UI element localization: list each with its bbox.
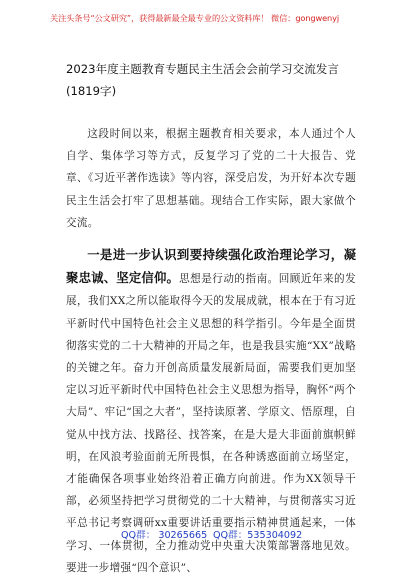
footer-qq-group-1: QQ群： 30265665 [121,530,208,541]
paragraph-point-one [66,244,356,579]
paragraph-intro: 这段时间以来，根据主题教育相关要求，本人通过个人自学、集体学习等方式，反复学习了党的二十大报告、党章、《习近平著作选读》等内容，深受启发，为开好本次专题民主生活会打牢了思想基础。现结合工作实际，跟大家做个交流。 [66,128,356,229]
header-banner: 关注头条号“公文研究”，获得最新最全最专业的公文资料库！ 微信：gongwenyj [50,13,340,23]
footer-qq-group-2: QQ群：535304092 [213,530,303,541]
document-title: 2023年度主题教育专题民主生活会会前学习交流发言(1819字) [66,62,339,98]
paragraph-point-one-body: 思想是行动的指南。回顾近年来的发展，我们XX之所以能取得今天的发展成就，根本在于有习近平新时代中国特色社会主义思想的科学指引。今年是全面贯彻落实党的二十大精神的开局之年，也是我县实施“XX”战略的关键之年。奋力开创高质量发展新局面，需要我们更加坚定以习近平新时代中国特色社会主义思想为指导，胸怀“两个大局”、牢记“国之大者”，坚持读原著、学原文、悟原理，自觉从中找方法、找路径、找答案，在是大是大非面前旗帜鲜明，在风浪考验面前无所畏惧，在各种诱惑面前立场坚定，才能确保各项事业始终沿着正确方向前进。作为XX领导干部，必须坚持把学习贯彻党的二十大精神，与贯彻落实习近平总书记考察调研xx重要讲话重要指示精神贯通起来，一体学习、一体贯彻，全力推动党中央重大决策部署落地见效。要进一步增强“四个意识”、 [66,273,356,574]
document-body [66,123,356,579]
paragraph-gap [66,234,356,244]
paragraph-lead-heading: 一是进一步认识到要持续强化政治理论学习，凝聚忠诚、坚定信仰。 [66,247,356,286]
